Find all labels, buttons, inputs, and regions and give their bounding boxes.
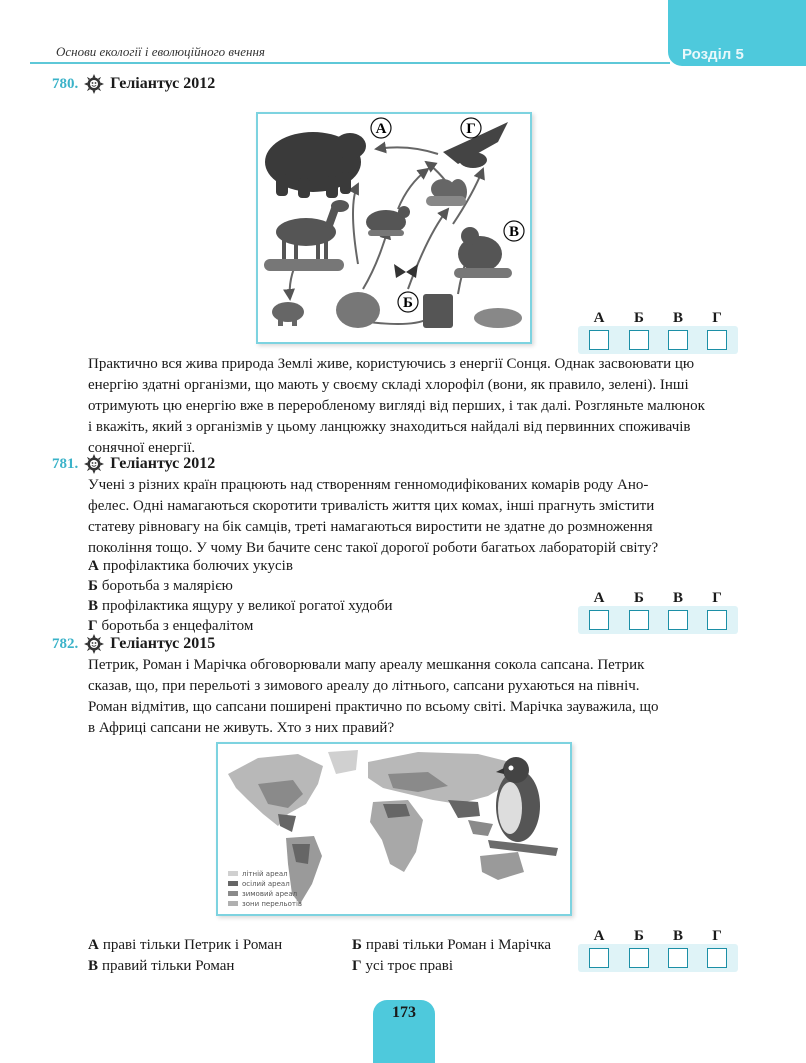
squirrel-figure — [426, 179, 467, 206]
answer-letter: Г — [712, 590, 722, 606]
deer-figure — [264, 200, 349, 271]
label-b: Б — [403, 295, 413, 311]
option-text: профілактика ящуру у великої рогатої худоби — [102, 598, 393, 614]
answer-box-g[interactable] — [707, 948, 727, 968]
option-letter: А — [88, 937, 99, 953]
answer-box-a[interactable] — [589, 610, 609, 630]
answer-box-v[interactable] — [668, 610, 688, 630]
option-g — [88, 616, 253, 636]
option-b — [352, 935, 551, 955]
text-line: Практично вся жива природа Землі живе, користуючись з енергії Сонця. Однак засвоювати цю — [88, 356, 695, 372]
option-a — [88, 935, 282, 955]
grouse-figure — [366, 206, 410, 236]
task-number: 780. — [52, 75, 79, 92]
task-source: Геліантус 2012 — [110, 455, 216, 472]
option-letter: Г — [88, 618, 98, 634]
olympiad-sun-icon — [84, 634, 104, 654]
answer-box-a[interactable] — [589, 330, 609, 350]
food-web-illustration — [258, 114, 530, 342]
text-line: сонячної енергії. — [88, 440, 196, 456]
option-text: правий тільки Роман — [102, 958, 235, 974]
answer-letter: В — [672, 310, 683, 326]
answer-box-v[interactable] — [668, 948, 688, 968]
answer-letter: Б — [634, 590, 644, 606]
task-number: 782. — [52, 635, 79, 652]
book-title: Основи екології і еволюційного вчення — [56, 44, 265, 59]
answer-grid-780 — [578, 310, 738, 354]
option-letter: Г — [352, 958, 362, 974]
answer-box-b[interactable] — [629, 610, 649, 630]
answer-box-g[interactable] — [707, 610, 727, 630]
section-label: Розділ 5 — [682, 46, 744, 63]
answer-box-g[interactable] — [707, 330, 727, 350]
option-text: усі троє праві — [365, 958, 453, 974]
answer-letter: А — [593, 310, 605, 326]
text-line: фелес. Одні намагаються скоротити тривалість життя цих комах, інші прагнуть змістити — [88, 498, 655, 514]
task-782-heading — [52, 634, 215, 654]
option-text: боротьба з енцефалітом — [101, 618, 254, 634]
legend-migration: зони перельотів — [242, 900, 303, 908]
task-780-heading — [52, 74, 215, 94]
option-v — [88, 956, 234, 976]
answer-letter: Г — [712, 928, 722, 944]
answer-grid-781 — [578, 590, 738, 634]
answer-grid-782 — [578, 928, 738, 972]
answer-letter: В — [672, 928, 683, 944]
option-letter: Б — [88, 578, 98, 594]
option-g — [352, 956, 453, 976]
food-web-figure — [256, 112, 532, 344]
text-line: статеву рівновагу на бік самців, треті намагаються виростити не здатне до розмноження — [88, 519, 653, 535]
legend-winter: зимовий ареал — [242, 890, 298, 898]
bear-figure — [265, 132, 366, 198]
option-text: праві тільки Роман і Марічка — [365, 937, 552, 953]
text-line: сказав, що, при перельоті з зимового ареалу до літнього, сапсани рухаються на північ. — [88, 678, 640, 694]
option-text: профілактика болючих укусів — [102, 558, 293, 574]
task-source: Геліантус 2012 — [110, 75, 216, 92]
range-map-illustration — [218, 744, 570, 914]
option-text: боротьба з малярією — [101, 578, 233, 594]
answer-letter: Г — [712, 310, 722, 326]
task-781-text — [88, 475, 740, 559]
answer-letter: Б — [634, 928, 644, 944]
legend-resident: осілий ареал — [242, 880, 290, 888]
answer-letter: В — [672, 590, 683, 606]
task-782-text — [88, 655, 740, 739]
answer-box-v[interactable] — [668, 330, 688, 350]
task-781-heading — [52, 454, 215, 474]
butterfly-figure — [394, 264, 418, 278]
answer-letter: А — [593, 590, 605, 606]
producers-row — [272, 292, 522, 328]
text-line: Петрик, Роман і Марічка обговорювали мапу ареалу мешкання сокола сапсана. Петрик — [88, 657, 645, 673]
peregrine-range-map-figure — [216, 742, 572, 916]
text-line: покоління тощо. У чому Ви бачите сенс такої дорогої роботи багатьох лабораторій світу? — [88, 540, 659, 556]
option-letter: В — [88, 958, 99, 974]
text-line: енергію здатні організми, що мають у своєму складі хлорофіл (вони, як правило, зелені). Інші — [88, 377, 689, 393]
olympiad-sun-icon — [84, 74, 104, 94]
answer-box-a[interactable] — [589, 948, 609, 968]
text-line: в Африці сапсани не живуть. Хто з них правий? — [88, 720, 395, 736]
page-number-badge — [373, 1000, 435, 1063]
text-line: Учені з різних країн працюють над створенням генномодифікованих комарів роду Ано- — [88, 477, 649, 493]
task-number: 781. — [52, 455, 79, 472]
option-text: праві тільки Петрик і Роман — [102, 937, 283, 953]
task-780-text — [88, 354, 740, 459]
header-divider — [30, 62, 670, 64]
beaver-figure — [454, 227, 512, 278]
legend-swatch-summer — [228, 871, 238, 876]
answer-box-b[interactable] — [629, 948, 649, 968]
legend-summer: літній ареал — [242, 870, 288, 878]
legend-swatch-winter — [228, 891, 238, 896]
text-line: Роман відмітив, що сапсани поширені практично по всьому світі. Марічка зауважила, що — [88, 699, 659, 715]
label-v: В — [508, 224, 520, 240]
option-letter: Б — [352, 937, 362, 953]
option-v — [88, 596, 393, 616]
option-letter: А — [88, 558, 99, 574]
label-a: А — [375, 121, 387, 137]
option-letter: В — [88, 598, 99, 614]
olympiad-sun-icon — [84, 454, 104, 474]
option-b — [88, 576, 233, 596]
label-g: Г — [466, 121, 476, 137]
task-source: Геліантус 2015 — [110, 635, 216, 652]
page-number: 173 — [392, 1004, 416, 1021]
answer-letter: А — [593, 928, 605, 944]
answer-box-b[interactable] — [629, 330, 649, 350]
option-a — [88, 556, 293, 576]
legend-swatch-migration — [228, 901, 238, 906]
answer-letter: Б — [634, 310, 644, 326]
text-line: і вкажіть, який з організмів у цьому ланцюжку знаходиться найдалі від первинних споживачів — [88, 419, 691, 435]
legend-swatch-resident — [228, 881, 238, 886]
section-tab — [668, 0, 806, 66]
text-line: отримують цю енергію вже в переробленому вигляді від перших, і так далі. Розгляньте малюнок — [88, 398, 705, 414]
peregrine-falcon-figure — [488, 757, 558, 856]
